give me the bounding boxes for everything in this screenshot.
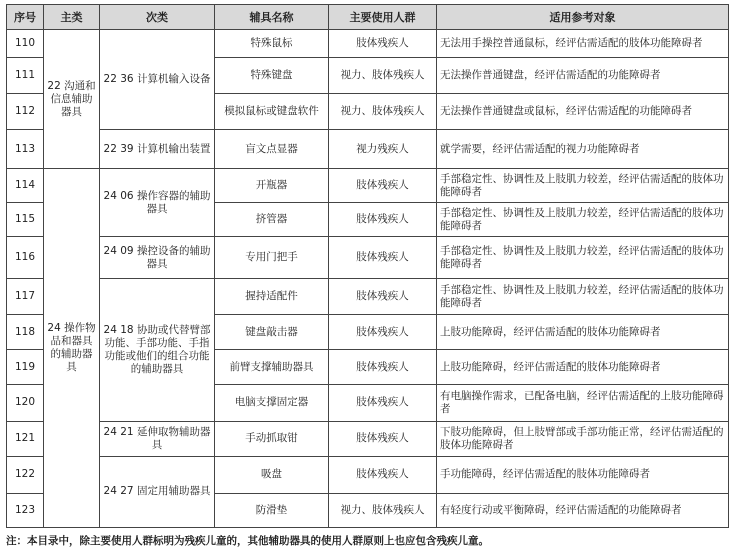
cell-sub-class: 22 39 计算机输出装置 [100, 130, 215, 169]
header-reference: 适用参考对象 [437, 5, 729, 30]
cell-main-class: 24 操作物品和器具的辅助器具 [44, 169, 100, 528]
cell-users: 视力、肢体残疾人 [329, 57, 437, 93]
cell-seq: 119 [7, 350, 44, 385]
header-main-class: 主类 [44, 5, 100, 30]
cell-name: 电脑支撑固定器 [215, 385, 329, 421]
table-row [7, 278, 729, 314]
header-device-name: 辅具名称 [215, 5, 329, 30]
cell-reference: 手部稳定性、协调性及上肢肌力较差，经评估需适配的肢体功能障碍者 [437, 237, 729, 279]
cell-name: 挤管器 [215, 203, 329, 237]
cell-seq: 120 [7, 385, 44, 421]
cell-seq: 113 [7, 130, 44, 169]
cell-users: 视力残疾人 [329, 130, 437, 169]
cell-reference: 无法操作普通键盘，经评估需适配的功能障碍者 [437, 57, 729, 93]
header-sub-class: 次类 [100, 5, 215, 30]
cell-users: 视力、肢体残疾人 [329, 493, 437, 527]
cell-seq: 110 [7, 30, 44, 58]
cell-name: 专用门把手 [215, 237, 329, 279]
cell-name: 键盘敲击器 [215, 315, 329, 350]
cell-users: 肢体残疾人 [329, 315, 437, 350]
cell-users: 肢体残疾人 [329, 203, 437, 237]
cell-sub-class: 24 09 操控设备的辅助器具 [100, 237, 215, 279]
cell-name: 特殊键盘 [215, 57, 329, 93]
table-row [7, 421, 729, 456]
cell-sub-class: 24 21 延伸取物辅助器具 [100, 421, 215, 456]
cell-reference: 上肢功能障碍，经评估需适配的肢体功能障碍者 [437, 315, 729, 350]
cell-sub-class: 22 36 计算机输入设备 [100, 30, 215, 130]
cell-reference: 手部稳定性、协调性及上肢肌力较差，经评估需适配的肢体功能障碍者 [437, 169, 729, 203]
cell-name: 盲文点显器 [215, 130, 329, 169]
cell-sub-class: 24 06 操作容器的辅助器具 [100, 169, 215, 237]
cell-users: 视力、肢体残疾人 [329, 93, 437, 129]
cell-name: 吸盘 [215, 456, 329, 493]
footnote: 注：本目录中，除主要使用人群标明为残疾儿童的，其他辅助器具的使用人群原则上也应包含残疾儿童。 [6, 535, 489, 547]
table-row [7, 169, 729, 203]
cell-users: 肢体残疾人 [329, 169, 437, 203]
table-row [7, 30, 729, 58]
cell-seq: 112 [7, 93, 44, 129]
table-row [7, 456, 729, 493]
cell-reference: 有轻度行动或平衡障碍，经评估需适配的功能障碍者 [437, 493, 729, 527]
cell-users: 肢体残疾人 [329, 350, 437, 385]
cell-reference: 上肢功能障碍，经评估需适配的肢体功能障碍者 [437, 350, 729, 385]
cell-main-class: 22 沟通和信息辅助器具 [44, 30, 100, 169]
cell-reference: 下肢功能障碍，但上肢臂部或手部功能正常，经评估需适配的肢体功能障碍者 [437, 421, 729, 456]
cell-seq: 122 [7, 456, 44, 493]
cell-reference: 就学需要，经评估需适配的视力功能障碍者 [437, 130, 729, 169]
cell-seq: 116 [7, 237, 44, 279]
cell-seq: 117 [7, 278, 44, 314]
cell-reference: 无法操作普通键盘或鼠标，经评估需适配的功能障碍者 [437, 93, 729, 129]
cell-name: 手动抓取钳 [215, 421, 329, 456]
cell-name: 前臂支撑辅助器具 [215, 350, 329, 385]
cell-sub-class: 24 18 协助或代替臂部功能、手部功能、手指功能或他们的组合功能的辅助器具 [100, 278, 215, 421]
cell-reference: 手功能障碍，经评估需适配的肢体功能障碍者 [437, 456, 729, 493]
cell-sub-class: 24 27 固定用辅助器具 [100, 456, 215, 527]
cell-name: 防滑垫 [215, 493, 329, 527]
cell-seq: 121 [7, 421, 44, 456]
cell-name: 模拟鼠标或键盘软件 [215, 93, 329, 129]
cell-users: 肢体残疾人 [329, 237, 437, 279]
cell-reference: 无法用手操控普通鼠标，经评估需适配的肢体功能障碍者 [437, 30, 729, 58]
cell-reference: 手部稳定性、协调性及上肢肌力较差，经评估需适配的肢体功能障碍者 [437, 278, 729, 314]
header-seq: 序号 [7, 5, 44, 30]
cell-seq: 114 [7, 169, 44, 203]
header-row [7, 5, 729, 30]
cell-users: 肢体残疾人 [329, 278, 437, 314]
cell-seq: 118 [7, 315, 44, 350]
cell-name: 特殊鼠标 [215, 30, 329, 58]
cell-name: 开瓶器 [215, 169, 329, 203]
cell-seq: 111 [7, 57, 44, 93]
table-row [7, 130, 729, 169]
cell-seq: 115 [7, 203, 44, 237]
table-row [7, 237, 729, 279]
cell-reference: 手部稳定性、协调性及上肢肌力较差，经评估需适配的肢体功能障碍者 [437, 203, 729, 237]
header-users: 主要使用人群 [329, 5, 437, 30]
catalog-table [6, 4, 729, 528]
cell-users: 肢体残疾人 [329, 385, 437, 421]
cell-reference: 有电脑操作需求，已配备电脑，经评估需适配的上肢功能障碍者 [437, 385, 729, 421]
cell-seq: 123 [7, 493, 44, 527]
cell-users: 肢体残疾人 [329, 30, 437, 58]
cell-users: 肢体残疾人 [329, 421, 437, 456]
cell-name: 握持适配件 [215, 278, 329, 314]
cell-users: 肢体残疾人 [329, 456, 437, 493]
